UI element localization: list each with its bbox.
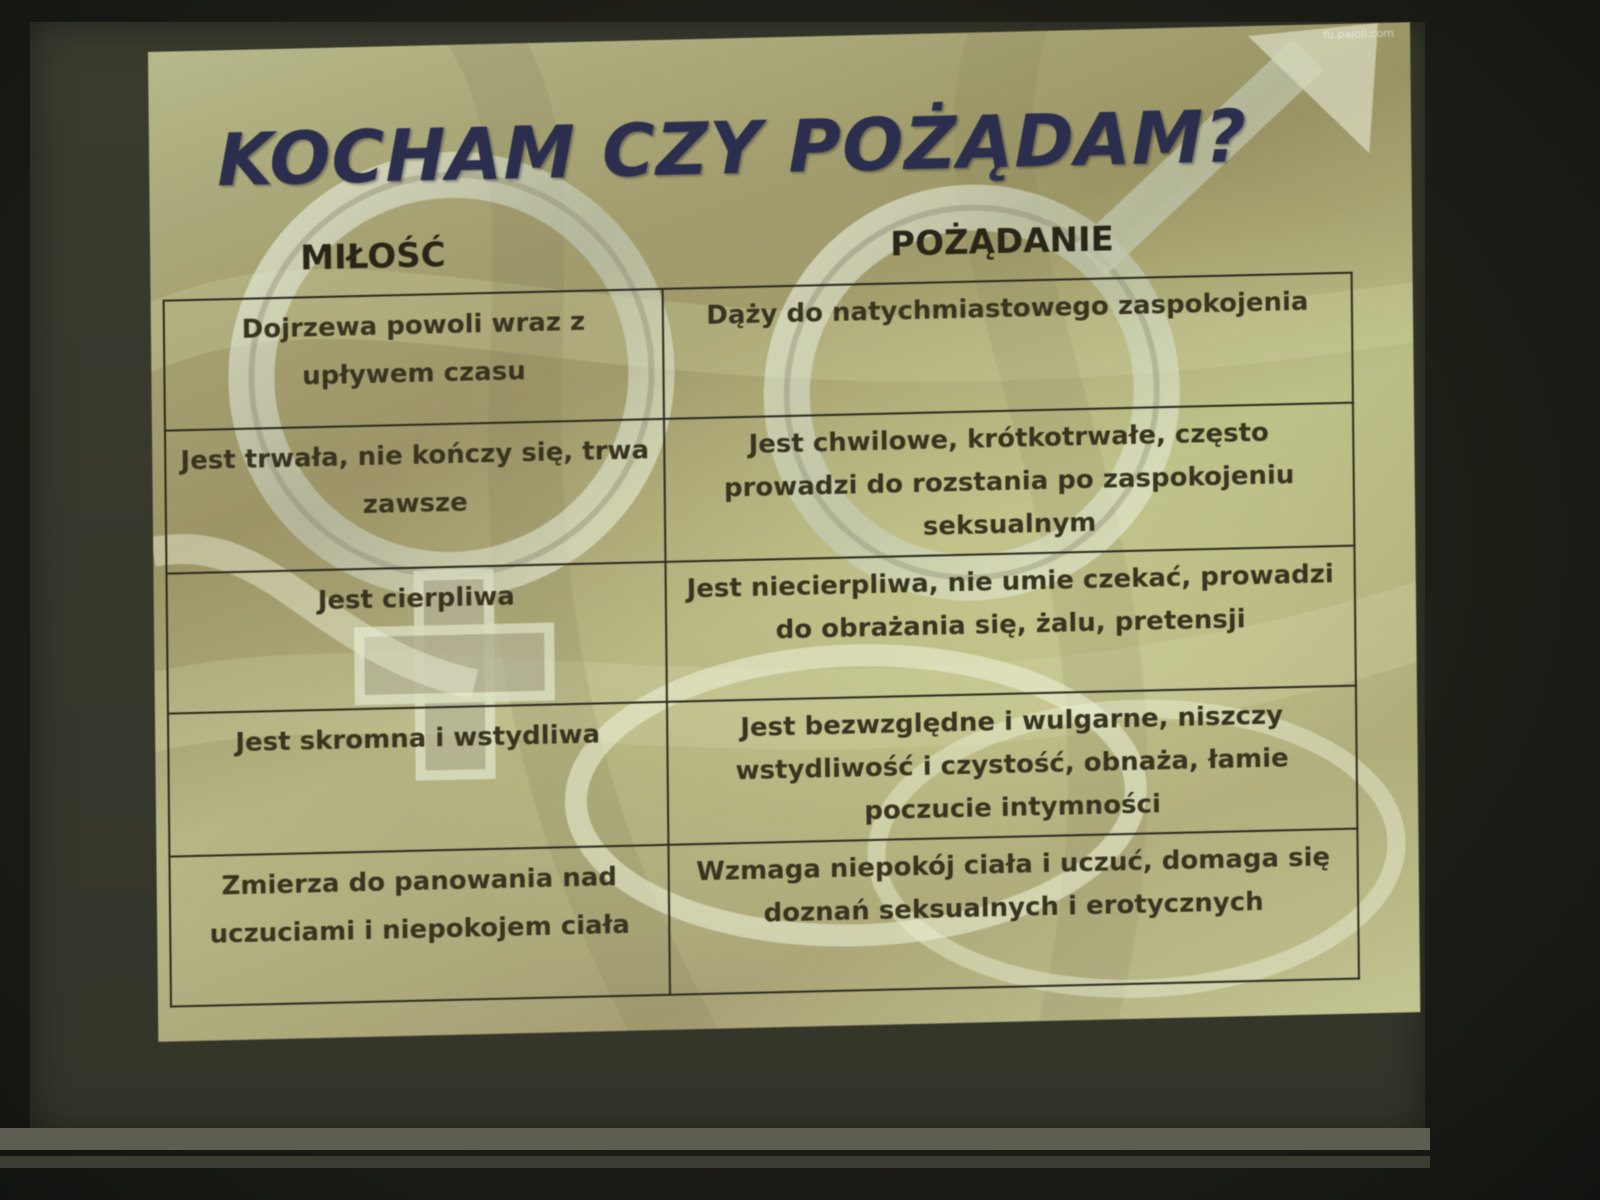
screen-bottom-bar (0, 1128, 1430, 1150)
cell-milosc: Jest skromna i wstydliwa (168, 702, 668, 857)
table-row (165, 403, 1354, 574)
column-header-milosc: MIŁOŚĆ (299, 235, 446, 279)
cell-milosc: Dojrzewa powoli wraz z upływem czasu (164, 289, 664, 431)
projected-slide (148, 22, 1420, 1042)
column-header-pozadanie: POŻĄDANIE (889, 219, 1115, 265)
cell-pozadanie: Jest bezwzględne i wulgarne, niszczy wstydliwość i czystość, obnaża, łamie poczucie intymności (667, 686, 1358, 845)
cell-milosc: Jest cierpliwa (166, 562, 666, 714)
cell-pozadanie: Jest niecierpliwa, nie umie czekać, prowadzi do obrażania się, żalu, pretensji (665, 546, 1355, 702)
slide-title: KOCHAM CZY POŻĄDAM? (216, 94, 1248, 203)
table-row (169, 829, 1359, 1007)
cell-pozadanie: Dąży do natychmiastowego zaspokojenia (663, 273, 1353, 419)
comparison-table (163, 272, 1360, 1008)
slide-watermark: fu.pajoli.com (1323, 26, 1395, 42)
cell-pozadanie: Jest chwilowe, krótkotrwałe, często prowadzi do rozstania po zaspokojeniu seksualnym (664, 403, 1355, 562)
cell-pozadanie: Wzmaga niepokój ciała i uczuć, domaga się doznań seksualnych i erotycznych (668, 829, 1359, 995)
cell-milosc: Jest trwała, nie kończy się, trwa zawsze (165, 419, 665, 574)
screen-bottom-shadow (0, 1156, 1430, 1168)
table-row (166, 546, 1355, 714)
table-row (168, 686, 1357, 857)
cell-milosc: Zmierza do panowania nad uczuciami i niepokojem ciała (169, 845, 669, 1007)
